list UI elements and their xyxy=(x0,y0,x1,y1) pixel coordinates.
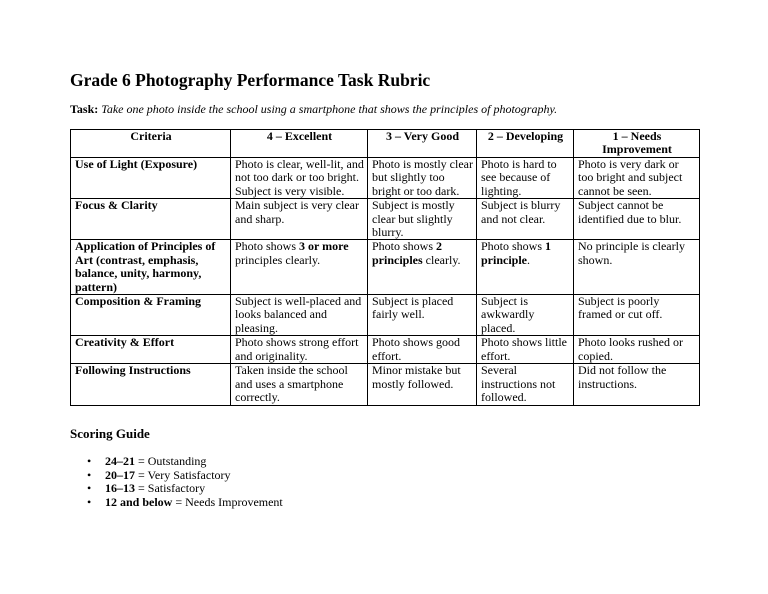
cell-developing: Photo is hard to see because of lighting. xyxy=(477,158,574,199)
document-page xyxy=(70,68,700,509)
task-statement xyxy=(70,101,700,117)
document-title: Grade 6 Photography Performance Task Rubric xyxy=(70,70,431,90)
cell-excellent: Photo is clear, well-lit, and not too dark or too bright. Subject is very visible. xyxy=(231,158,368,199)
score-label: = Needs Improvement xyxy=(172,494,283,509)
cell-text: Photo shows xyxy=(235,239,300,254)
header-very-good: 3 – Very Good xyxy=(368,130,477,158)
bullet-icon: • xyxy=(87,494,92,509)
score-range: 20–17 xyxy=(105,467,135,482)
cell-text: . xyxy=(527,252,531,267)
cell-very-good: Subject is placed fairly well. xyxy=(368,295,477,336)
cell-developing: Photo shows little effort. xyxy=(477,336,574,364)
table-row xyxy=(71,158,700,199)
score-label: = Satisfactory xyxy=(135,481,206,496)
score-label: = Outstanding xyxy=(135,454,207,468)
cell-very-good xyxy=(368,240,477,295)
score-range: 16–13 xyxy=(105,481,135,496)
cell-text: principles clearly. xyxy=(235,252,321,267)
criteria-cell: Following Instructions xyxy=(71,364,231,405)
cell-needs-improvement: No principle is clearly shown. xyxy=(574,240,700,295)
cell-very-good: Subject is mostly clear but slightly blurry. xyxy=(368,199,477,240)
cell-excellent: Subject is well-placed and looks balanced and pleasing. xyxy=(231,295,368,336)
cell-emphasis: 1 principle xyxy=(481,239,552,267)
list-item xyxy=(70,455,700,469)
table-row xyxy=(71,364,700,405)
cell-very-good: Photo is mostly clear but slightly too bright or too dark. xyxy=(368,158,477,199)
cell-developing: Subject is blurry and not clear. xyxy=(477,199,574,240)
task-label: Task: xyxy=(70,102,99,116)
cell-emphasis: 3 or more xyxy=(299,239,349,254)
header-developing: 2 – Developing xyxy=(477,130,574,158)
table-row xyxy=(71,336,700,364)
criteria-cell: Use of Light (Exposure) xyxy=(71,158,231,199)
header-criteria: Criteria xyxy=(71,130,231,158)
bullet-icon: • xyxy=(87,481,92,496)
table-row xyxy=(71,199,700,240)
list-item xyxy=(70,469,700,483)
cell-needs-improvement: Subject cannot be identified due to blur. xyxy=(574,199,700,240)
criteria-cell: Focus & Clarity xyxy=(71,199,231,240)
criteria-cell: Composition & Framing xyxy=(71,295,231,336)
cell-needs-improvement: Photo is very dark or too bright and subject cannot be seen. xyxy=(574,158,700,199)
table-header-row xyxy=(71,130,700,158)
cell-excellent: Taken inside the school and uses a smartphone correctly. xyxy=(231,364,368,405)
cell-needs-improvement: Photo looks rushed or copied. xyxy=(574,336,700,364)
bullet-icon: • xyxy=(87,467,92,482)
table-row xyxy=(71,240,700,295)
criteria-cell: Application of Principles of Art (contrast, emphasis, balance, unity, harmony, pattern) xyxy=(71,240,231,295)
cell-excellent xyxy=(231,240,368,295)
criteria-cell: Creativity & Effort xyxy=(71,336,231,364)
cell-text: Photo shows xyxy=(481,239,546,254)
score-label: = Very Satisfactory xyxy=(135,467,231,482)
header-needs-improvement: 1 – Needs Improvement xyxy=(574,130,700,158)
task-text: Take one photo inside the school using a smartphone that shows the principles of photography. xyxy=(101,102,558,116)
cell-excellent: Main subject is very clear and sharp. xyxy=(231,199,368,240)
cell-excellent: Photo shows strong effort and originality. xyxy=(231,336,368,364)
list-item xyxy=(70,496,700,510)
cell-very-good: Minor mistake but mostly followed. xyxy=(368,364,477,405)
cell-text: clearly. xyxy=(422,252,461,267)
table-row xyxy=(71,295,700,336)
score-range: 12 and below xyxy=(105,494,173,509)
cell-needs-improvement: Subject is poorly framed or cut off. xyxy=(574,295,700,336)
scoring-list xyxy=(70,455,700,509)
cell-very-good: Photo shows good effort. xyxy=(368,336,477,364)
cell-emphasis: 2 principles xyxy=(372,239,443,267)
cell-text: Photo shows xyxy=(372,239,437,254)
cell-developing xyxy=(477,240,574,295)
list-item xyxy=(70,482,700,496)
cell-developing: Subject is awkwardly placed. xyxy=(477,295,574,336)
scoring-guide xyxy=(70,426,700,509)
cell-developing: Several instructions not followed. xyxy=(477,364,574,405)
cell-needs-improvement: Did not follow the instructions. xyxy=(574,364,700,405)
rubric-table xyxy=(70,129,700,406)
header-excellent: 4 – Excellent xyxy=(231,130,368,158)
bullet-icon: • xyxy=(87,454,92,468)
scoring-guide-title: Scoring Guide xyxy=(70,426,150,441)
score-range: 24–21 xyxy=(105,454,135,468)
